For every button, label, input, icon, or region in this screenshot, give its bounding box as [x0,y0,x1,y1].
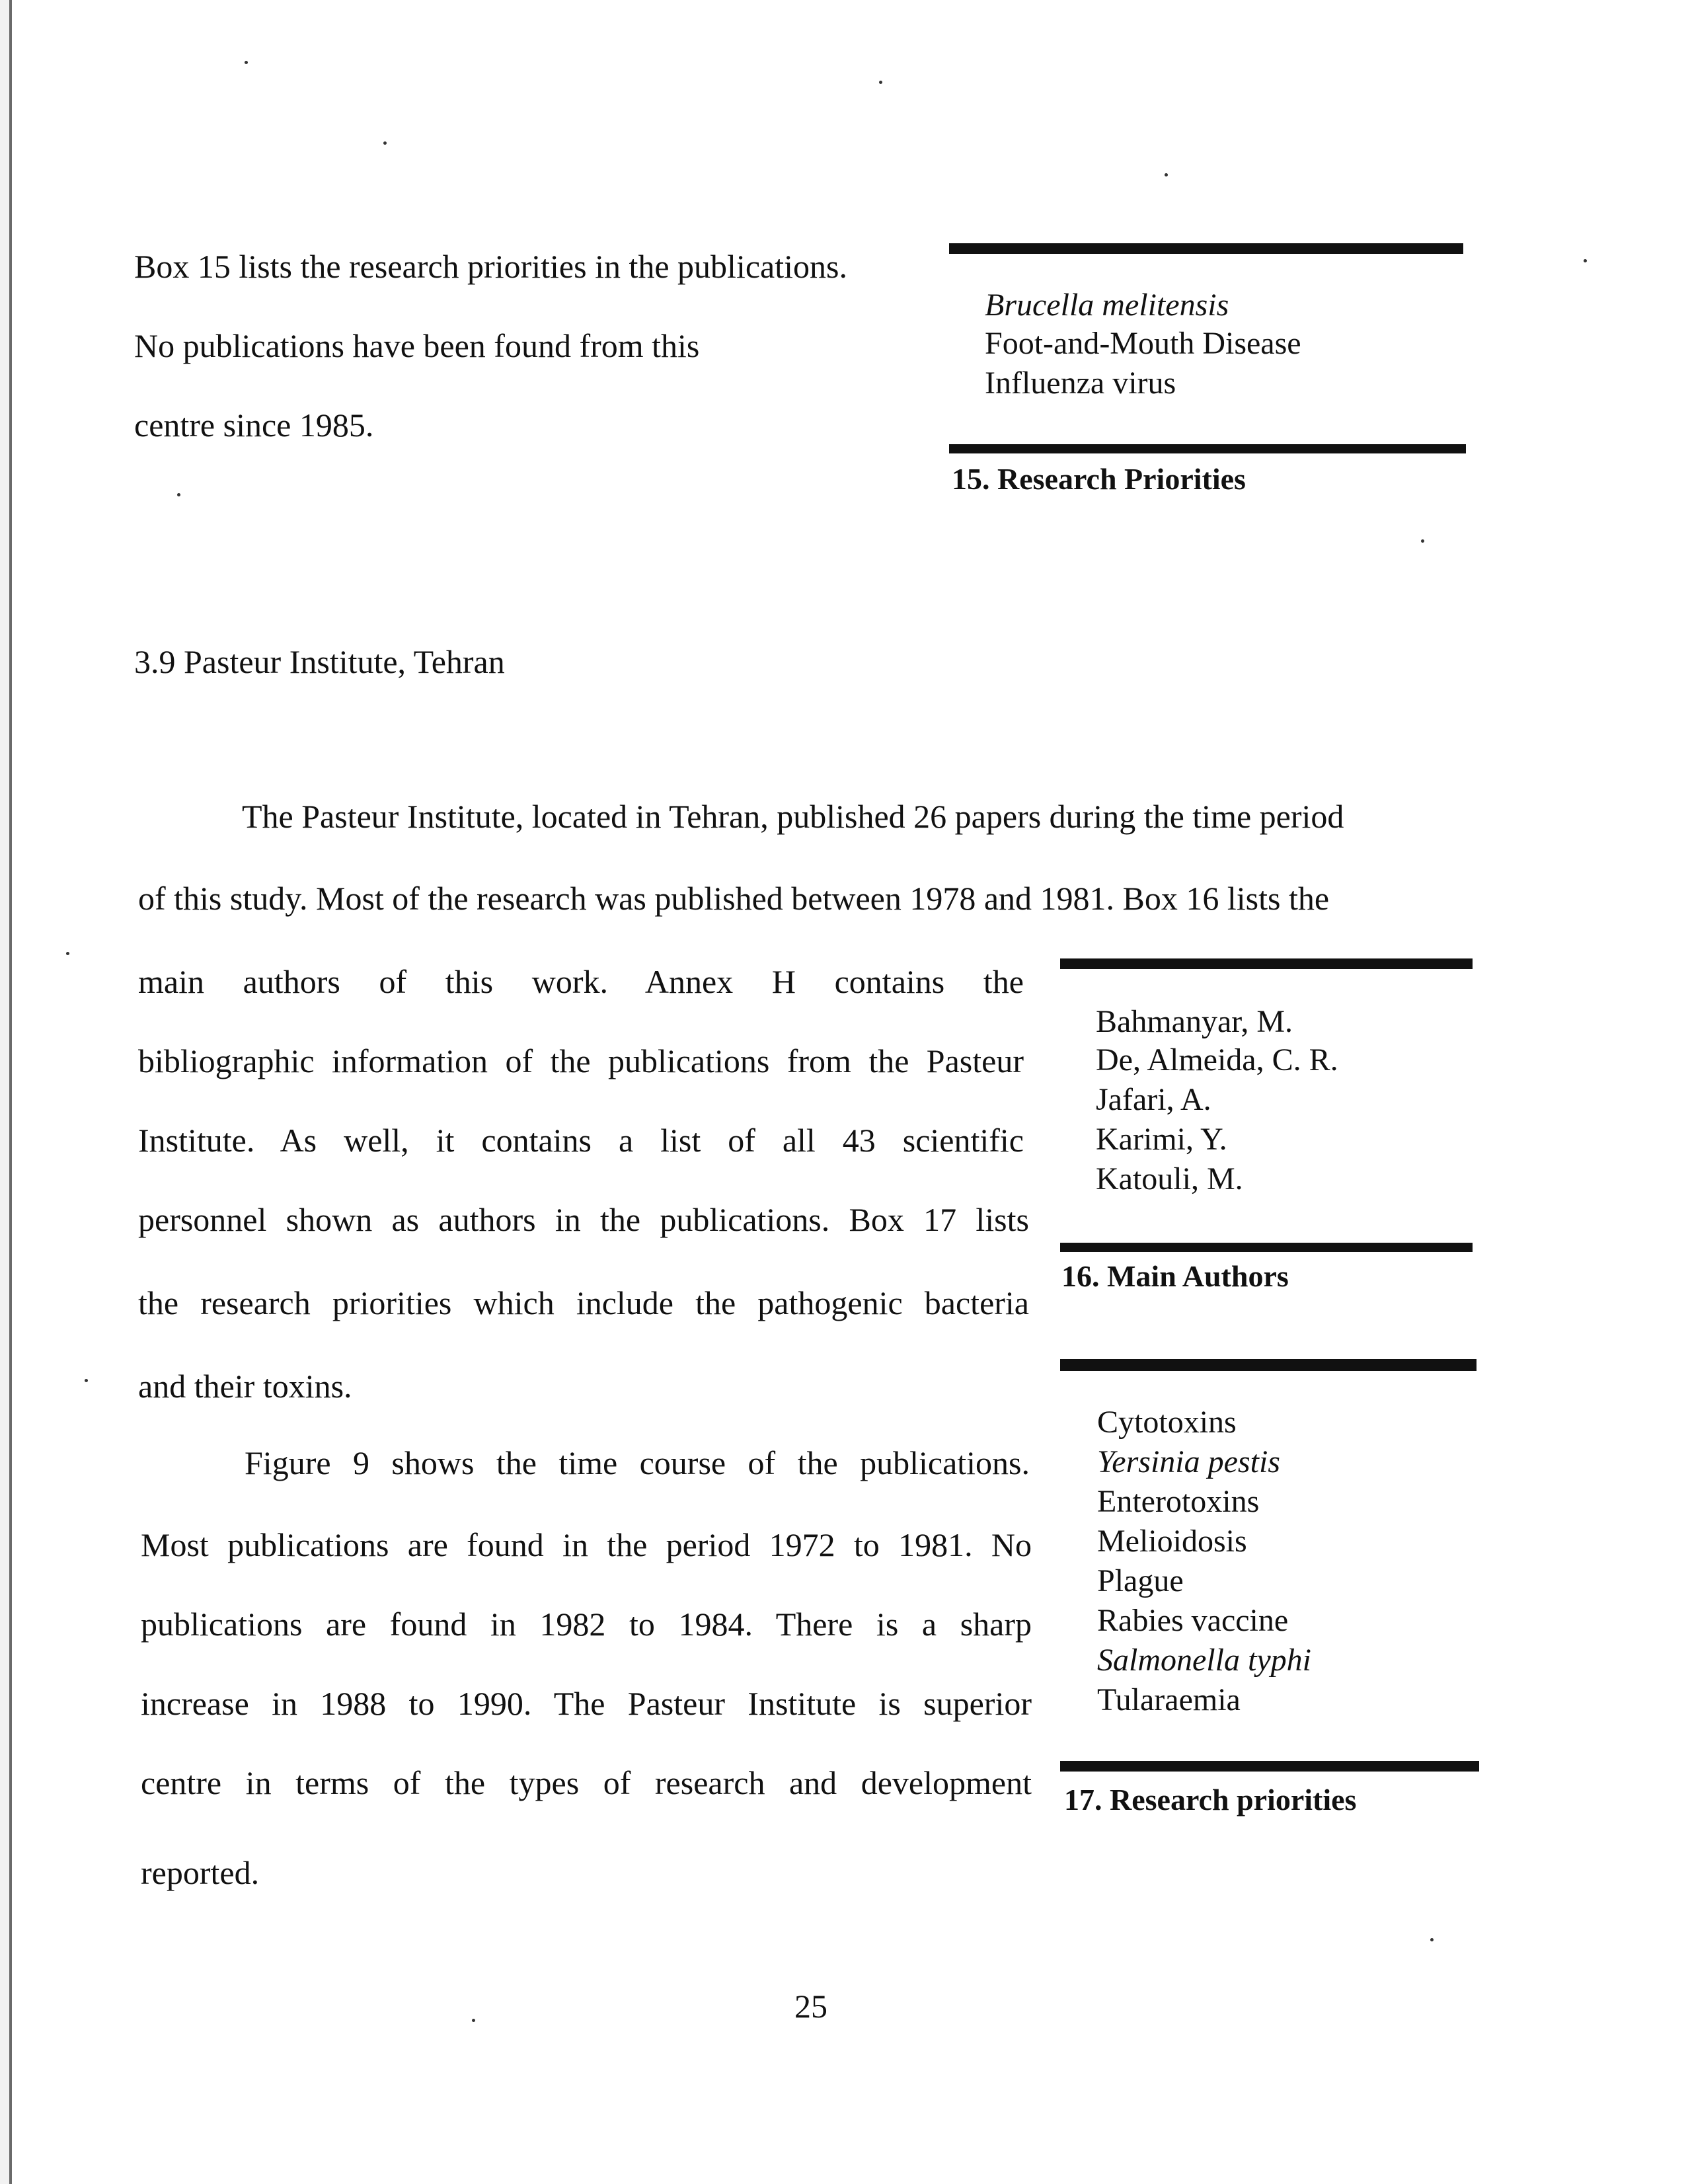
para1-line-6: personnel shown as authors in the publications. Box 17 lists [138,1201,1029,1238]
para2-line-6: reported. [141,1854,260,1891]
para2-line-5: centre in terms of the types of research and development [141,1764,1032,1801]
scan-speck [879,81,882,84]
scan-speck [1165,173,1168,176]
para2-line-4: increase in 1988 to 1990. The Pasteur Institute is superior [141,1685,1032,1722]
box-17-item-5: Plague [1097,1563,1184,1598]
para1-line-4: bibliographic information of the publications from the Pasteur [138,1042,1024,1079]
scan-speck [383,141,387,145]
scan-speck [472,2019,475,2022]
scan-speck [1430,1938,1434,1941]
box-17-caption: 17. Research priorities [1064,1783,1357,1816]
scan-speck [1421,539,1424,543]
page-number: 25 [794,1988,827,2025]
box-16-caption: 16. Main Authors [1061,1259,1289,1293]
box-15-top-rule [949,243,1463,254]
scan-speck [66,952,69,955]
box-17-item-3: Enterotoxins [1097,1484,1260,1519]
box-17-item-2: Yersinia pestis [1097,1444,1280,1479]
para1-line-8: and their toxins. [138,1368,352,1405]
box-15-item-2: Foot-and-Mouth Disease [985,326,1301,361]
para2-line-2: Most publications are found in the period 1972 to 1981. No [141,1526,1032,1563]
box-15-caption: 15. Research Priorities [952,462,1246,496]
intro-line-2: No publications have been found from this [134,327,700,364]
para1-line-5: Institute. As well, it contains a list of all 43 scientific [138,1122,1024,1159]
box-15-item-1: Brucella melitensis [985,288,1229,323]
para2-line-3: publications are found in 1982 to 1984. There is a sharp [141,1606,1032,1643]
box-16-item-1: Bahmanyar, M. [1096,1004,1293,1039]
box-17-item-6: Rabies vaccine [1097,1603,1289,1638]
box-15-item-3: Influenza virus [985,366,1176,401]
para1-line-1: The Pasteur Institute, located in Tehran, published 26 papers during the time period [242,798,1344,835]
box-16-item-3: Jafari, A. [1096,1082,1211,1117]
box-17-item-7: Salmonella typhi [1097,1643,1311,1678]
scan-speck [177,493,180,496]
intro-line-1: Box 15 lists the research priorities in the publications. [134,248,847,285]
para1-line-7: the research priorities which include the pathogenic bacteria [138,1284,1029,1321]
box-17-top-rule [1060,1359,1477,1371]
box-15-bottom-rule [949,444,1466,453]
scan-edge [0,0,12,2184]
scan-speck [1584,259,1587,262]
section-heading: 3.9 Pasteur Institute, Tehran [134,643,505,680]
box-16-bottom-rule [1060,1243,1473,1252]
para1-line-3: main authors of this work. Annex H contains the [138,963,1024,1000]
scan-speck [85,1379,88,1382]
box-17-item-1: Cytotoxins [1097,1405,1237,1440]
box-17-item-8: Tularaemia [1097,1682,1241,1717]
para2-line-1: Figure 9 shows the time course of the publications. [245,1444,1030,1481]
box-17-item-4: Melioidosis [1097,1524,1247,1559]
intro-line-3: centre since 1985. [134,407,374,444]
para1-line-2: of this study. Most of the research was published between 1978 and 1981. Box 16 lists the [138,880,1330,917]
scan-speck [245,61,248,64]
box-17-bottom-rule [1060,1761,1479,1772]
box-16-top-rule [1060,958,1473,969]
box-16-item-5: Katouli, M. [1096,1161,1243,1196]
box-16-item-2: De, Almeida, C. R. [1096,1042,1338,1077]
box-16-item-4: Karimi, Y. [1096,1122,1227,1157]
